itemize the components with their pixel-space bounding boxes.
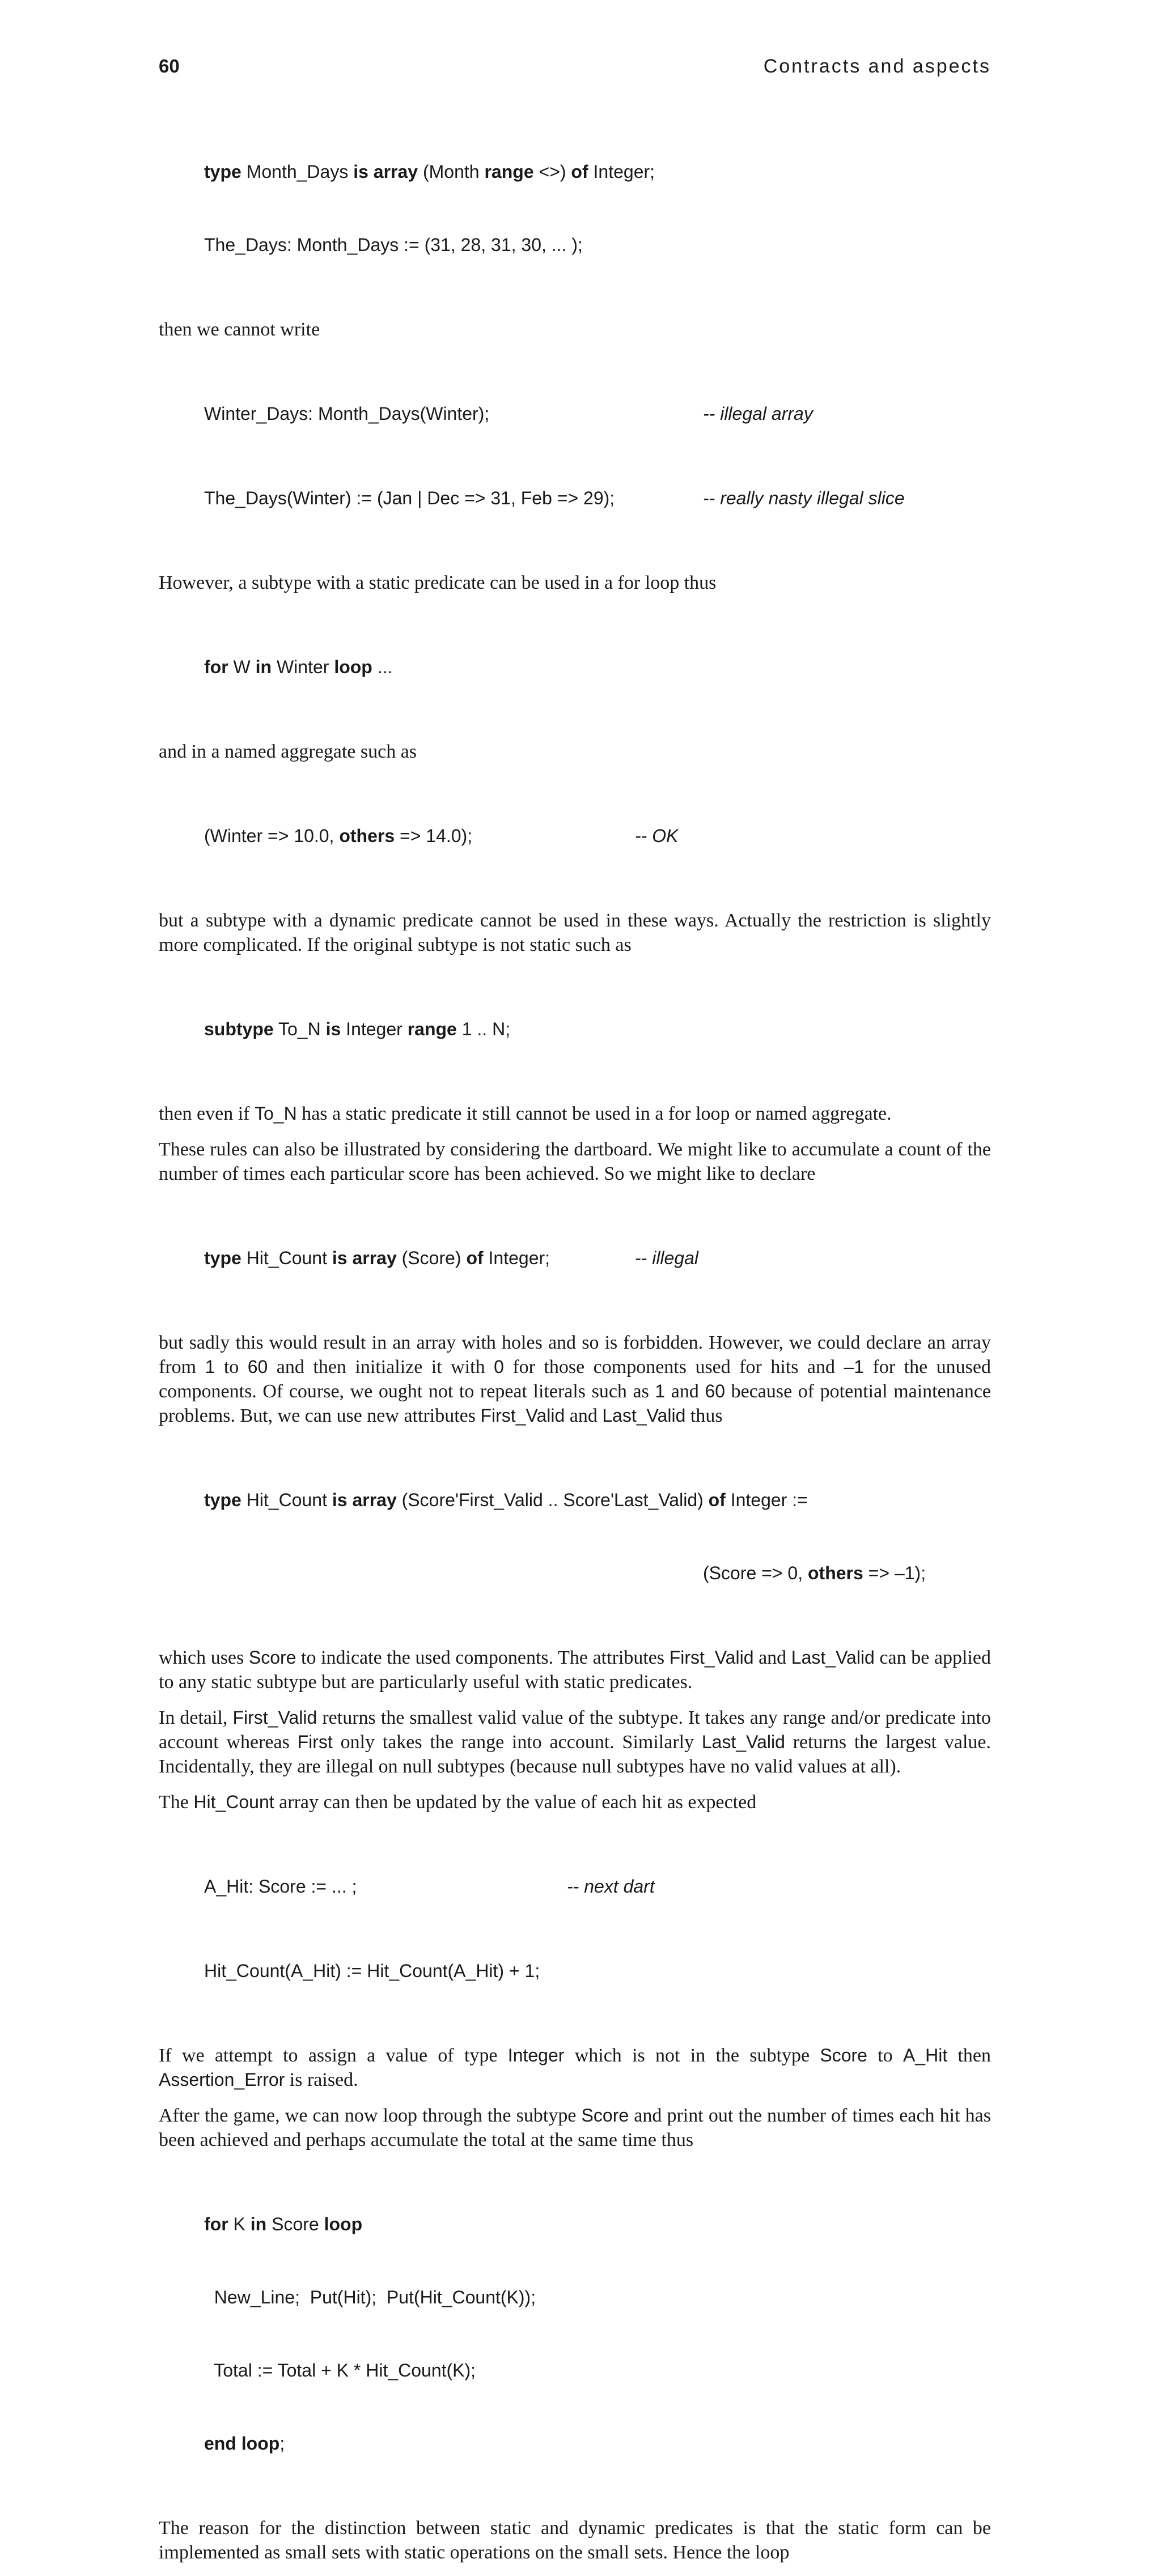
paragraph: which uses Score to indicate the used components. The attributes First_Valid and Last_Valid can be applied to any static subtype but are particularly useful with static predicates. bbox=[159, 1647, 991, 1693]
code-line: Hit_Count(A_Hit) := Hit_Count(A_Hit) + 1; bbox=[204, 1961, 540, 1981]
code-line: (Winter => 10.0, others => 14.0); -- OK bbox=[204, 824, 991, 848]
paragraph: but a subtype with a dynamic predicate cannot be used in these ways. Actually the restriction is slightly more complicated. If the original subtype is not static such as bbox=[159, 910, 991, 955]
page-number: 60 bbox=[159, 56, 180, 76]
code-line: for K in Score loop bbox=[204, 2214, 363, 2234]
code-block-score-loop bbox=[204, 2163, 991, 2505]
code-line: end loop; bbox=[204, 2433, 285, 2454]
code-comment: -- OK bbox=[635, 826, 679, 846]
code-block-hit-count-illegal bbox=[204, 1197, 991, 1319]
code-comment: -- illegal bbox=[635, 1248, 699, 1268]
code-line: The_Days(Winter) := (Jan | Dec => 31, Feb => 29); -- really nasty illegal slice bbox=[204, 486, 991, 511]
code-block-illegal-array bbox=[204, 353, 991, 559]
code-line: type Hit_Count is array (Score) of Integer; -- illegal bbox=[204, 1246, 991, 1270]
paragraph: In detail, First_Valid returns the smallest valid value of the subtype. It takes any range and/or predicate into account whereas First only takes the range into account. Similarly Last_Valid returns the largest value. Incidentally, they are illegal on null subtypes (because null subtypes have no valid values at all). bbox=[159, 1707, 991, 1777]
code-line: type Month_Days is array (Month range <>) of Integer; bbox=[204, 161, 655, 182]
page-header bbox=[159, 56, 991, 80]
paragraph: After the game, we can now loop through the subtype Score and print out the number of times each hit has been achieved and perhaps accumulate the total at the same time thus bbox=[159, 2105, 991, 2150]
code-block-a-hit bbox=[204, 1826, 991, 2032]
code-comment: -- next dart bbox=[567, 1876, 655, 1897]
paragraph: If we attempt to assign a value of type Integer which is not in the subtype Score to A_Hit then Assertion_Error is raised. bbox=[159, 2045, 991, 2090]
paragraph: The Hit_Count array can then be updated by the value of each hit as expected bbox=[159, 1792, 757, 1813]
code-block-for-loop bbox=[204, 606, 991, 728]
paragraph: The reason for the distinction between static and dynamic predicates is that the static form can be implemented as small sets with static operations on the small sets. Hence the loop bbox=[159, 2518, 991, 2563]
code-line: Total := Total + K * Hit_Count(K); bbox=[204, 2360, 476, 2381]
code-line: subtype To_N is Integer range 1 .. N; bbox=[204, 1019, 511, 1039]
code-block-month-days bbox=[204, 111, 991, 306]
code-block-subtype-to-n bbox=[204, 968, 991, 1090]
code-line: for W in Winter loop ... bbox=[204, 657, 393, 677]
paragraph: However, a subtype with a static predicate can be used in a for loop thus bbox=[159, 572, 717, 593]
paragraph: then we cannot write bbox=[159, 319, 320, 340]
code-line: The_Days: Month_Days := (31, 28, 31, 30, ... ); bbox=[204, 235, 583, 255]
running-title: Contracts and aspects bbox=[763, 56, 991, 77]
paragraph: These rules can also be illustrated by considering the dartboard. We might like to accumulate a count of the number of times each particular score has been achieved. So we might like to declare bbox=[159, 1139, 991, 1184]
code-line: Winter_Days: Month_Days(Winter); -- illegal array bbox=[204, 402, 991, 426]
code-block-named-aggregate bbox=[204, 775, 991, 897]
code-block-hit-count-valid bbox=[204, 1439, 991, 1634]
code-comment: -- really nasty illegal slice bbox=[703, 488, 905, 508]
paragraph: and in a named aggregate such as bbox=[159, 741, 417, 762]
page-body bbox=[159, 111, 991, 2576]
code-line: New_Line; Put(Hit); Put(Hit_Count(K)); bbox=[204, 2287, 536, 2307]
paragraph: then even if To_N has a static predicate it still cannot be used in a for loop or named aggregate. bbox=[159, 1103, 892, 1124]
code-comment: -- illegal array bbox=[703, 403, 813, 424]
code-line: (Score => 0, others => –1); bbox=[703, 1563, 926, 1583]
paragraph: but sadly this would result in an array with holes and so is forbidden. However, we could declare an array from 1 to 60 and then initialize it with 0 for those components used for hits and –1 for the unused components. Of course, we ought not to repeat literals such as 1 and 60 because of potential maintenance problems. But, we can use new attributes First_Valid and Last_Valid thus bbox=[159, 1332, 991, 1426]
code-line: A_Hit: Score := ... ; -- next dart bbox=[204, 1874, 991, 1899]
code-line: type Hit_Count is array (Score'First_Valid .. Score'Last_Valid) of Integer := bbox=[204, 1490, 808, 1510]
